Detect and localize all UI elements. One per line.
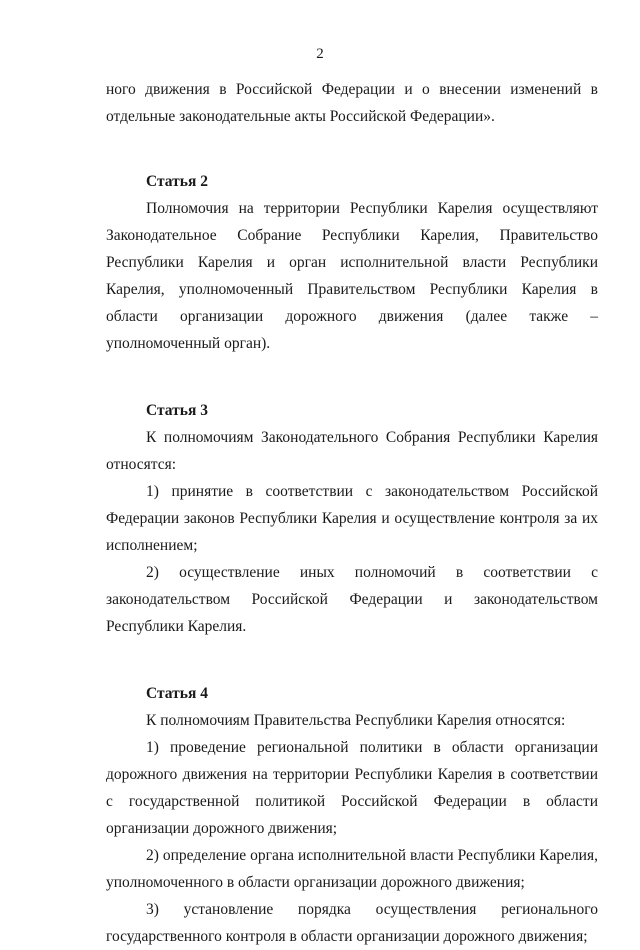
article-paragraph: 3) установление порядка осуществления регионального государственного контроля в области организации дорожного движения; xyxy=(106,901,598,945)
article-paragraph: 2) осуществление иных полномочий в соответствии с законодательством Российской Федерации и законодательством Республики Карелия. xyxy=(106,564,598,635)
article-paragraph: К полномочиям Законодательного Собрания Республики Карелия относятся: xyxy=(106,429,598,473)
article-paragraph: 1) проведение региональной политики в области организации дорожного движения на территории Республики Карелия в соответствии с государственной политикой Российской Федерации в области организации дорожного движения; xyxy=(106,739,598,837)
page-number: 2 xyxy=(316,46,324,62)
article-4 xyxy=(106,680,598,950)
article-2 xyxy=(106,168,598,357)
intro-paragraph: ного движения в Российской Федерации и о внесении изменений в отдельные законодательные акты Российской Федерации». xyxy=(106,81,598,125)
article-title: Статья 3 xyxy=(146,402,208,419)
document-body xyxy=(106,76,598,950)
article-3 xyxy=(106,397,598,640)
article-title: Статья 4 xyxy=(146,685,208,702)
article-paragraph: К полномочиям Правительства Республики Карелия относятся: xyxy=(146,712,566,729)
article-paragraph: 1) принятие в соответствии с законодательством Российской Федерации законов Республики Карелия и осуществление контроля за их исполнением; xyxy=(106,483,598,554)
article-paragraph: 2) определение органа исполнительной власти Республики Карелия, уполномоченного в области организации дорожного движения; xyxy=(106,847,598,891)
article-title: Статья 2 xyxy=(146,173,208,190)
article-paragraph: Полномочия на территории Республики Карелия осуществляют Законодательное Собрание Республики Карелия, Правительство Республики Карелия и орган исполнительной власти Республики Карелия, уполномоченный Правительством Республики Карелия в области организации дорожного движения (далее также – уполномоченный орган). xyxy=(106,200,598,352)
